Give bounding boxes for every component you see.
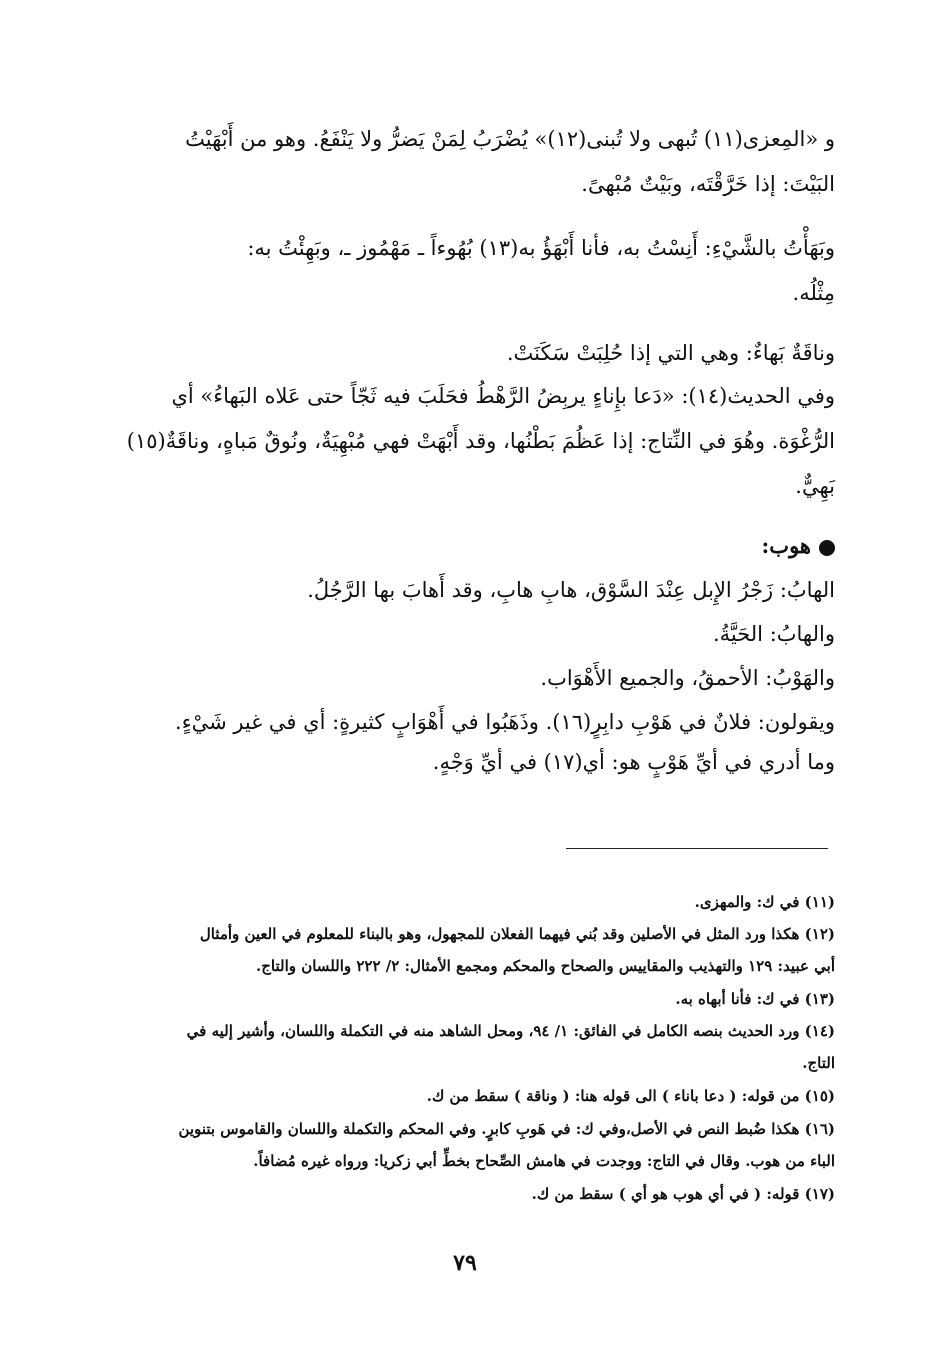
body-line: وبَهَأْتُ بالشَّيْءِ: أَنِسْتُ به، فأنا أَبْهَؤُ به(١٣) بُهُوءاً ـ مَهْمُوز ـ، وبَهِئْتُ به:	[247, 236, 835, 260]
footnote: أبي عبيد: ١٢٩ والتهذيب والمقاييس والصحاح والمحكم ومجمع الأمثال: ٢/ ٢٢٢ واللسان والتاج.	[256, 957, 835, 975]
footnote: الباء من هوب. وقال في التاج: ووجدت في هامش الصِّحاح بخطِّ أبي زكريا: ورواه غيره مُضافاً.	[253, 1152, 835, 1170]
footnote: (١٦) هكذا ضُبط النص في الأصل،وفي ك: في هَوبِ كابرٍ. وفي المحكم والتكملة واللسان والقاموس بتنوين	[178, 1120, 835, 1138]
footnote: (١٤) ورد الحديث بنصه الكامل في الفائق: ١/ ٩٤، ومحل الشاهد منه في التكملة واللسان، وأشير إليه في	[186, 1022, 835, 1040]
body-line: مِثْلُه.	[792, 281, 835, 305]
body-line: والهابُ: الحَيَّةُ.	[712, 622, 835, 646]
footnote: التاج.	[802, 1054, 835, 1072]
body-line: الهابُ: زَجْرُ الإِبل عِنْدَ السَّوْق، هابِ هابِ، وقد أَهابَ بها الرَّجُلُ.	[307, 578, 835, 602]
footnote-divider	[566, 848, 828, 849]
body-line: وناقَةٌ بَهاءٌ: وهي التي إذا حُلِبَتْ سَكَنَتْ.	[506, 341, 835, 365]
body-line: الرُّغْوَة. وهُوَ في النِّتاج: إذا عَظُمَ بَطْنُها، وقد أَبْهَتْ فهي مُبْهِيَةٌ، ونُوقٌ مَباهٍ، وناقَةٌ(١٥)	[126, 429, 835, 453]
entry-heading-label: هوب:	[761, 533, 811, 558]
entry-heading	[100, 533, 835, 558]
bullet-icon	[819, 540, 835, 556]
body-line: ويقولون: فلانٌ في هَوْبِ دابِرٍ(١٦). وذَهَبُوا في أَهْوَابٍ كثيرةٍ: أي في غير شَيْءٍ.	[175, 710, 835, 734]
page-number: ٧٩	[453, 1250, 477, 1276]
footnote: (١٧) قوله: ( في أي هوب هو أي ) سقط من ك.	[531, 1185, 835, 1203]
footnote: (١١) في ك: والمهزى.	[694, 893, 835, 911]
footnote: (١٣) في ك: فأنا أبهاه به.	[675, 990, 835, 1008]
body-line: والهَوْبُ: الأحمقُ، والجميع الأَهْوَاب.	[540, 666, 835, 690]
body-line: وما أدري في أيِّ هَوْبٍ هو: أي(١٧) في أيِّ وَجْهٍ.	[432, 750, 835, 774]
body-line: و «المِعزى(١١) تُبهى ولا تُبنى(١٢)» يُضْرَبُ لِمَنْ يَضرُّ ولا يَنْفَعُ. وهو من أَبْهَيْتُ	[185, 127, 835, 151]
body-line: وفي الحديث(١٤): «دَعا بإِناءٍ يربِضُ الرَّهْطُ فحَلَبَ فيه ثَجّاً حتى عَلاه البَهاءُ» أي	[171, 384, 835, 408]
body-line: بَهِيٌّ.	[795, 474, 835, 498]
body-line: البَيْتَ: إذا خَرَّقْتَه، وبَيْتٌ مُبْهىً.	[581, 172, 835, 196]
footnote: (١٢) هكذا ورد المثل في الأصلين وقد بُني فيهما الفعلان للمجهول، وهو بالبناء للمعلوم في العين وأمثال	[199, 925, 835, 943]
footnote: (١٥) من قوله: ( دعا باناء ) الى قوله هنا: ( وناقة ) سقط من ك.	[426, 1087, 835, 1105]
